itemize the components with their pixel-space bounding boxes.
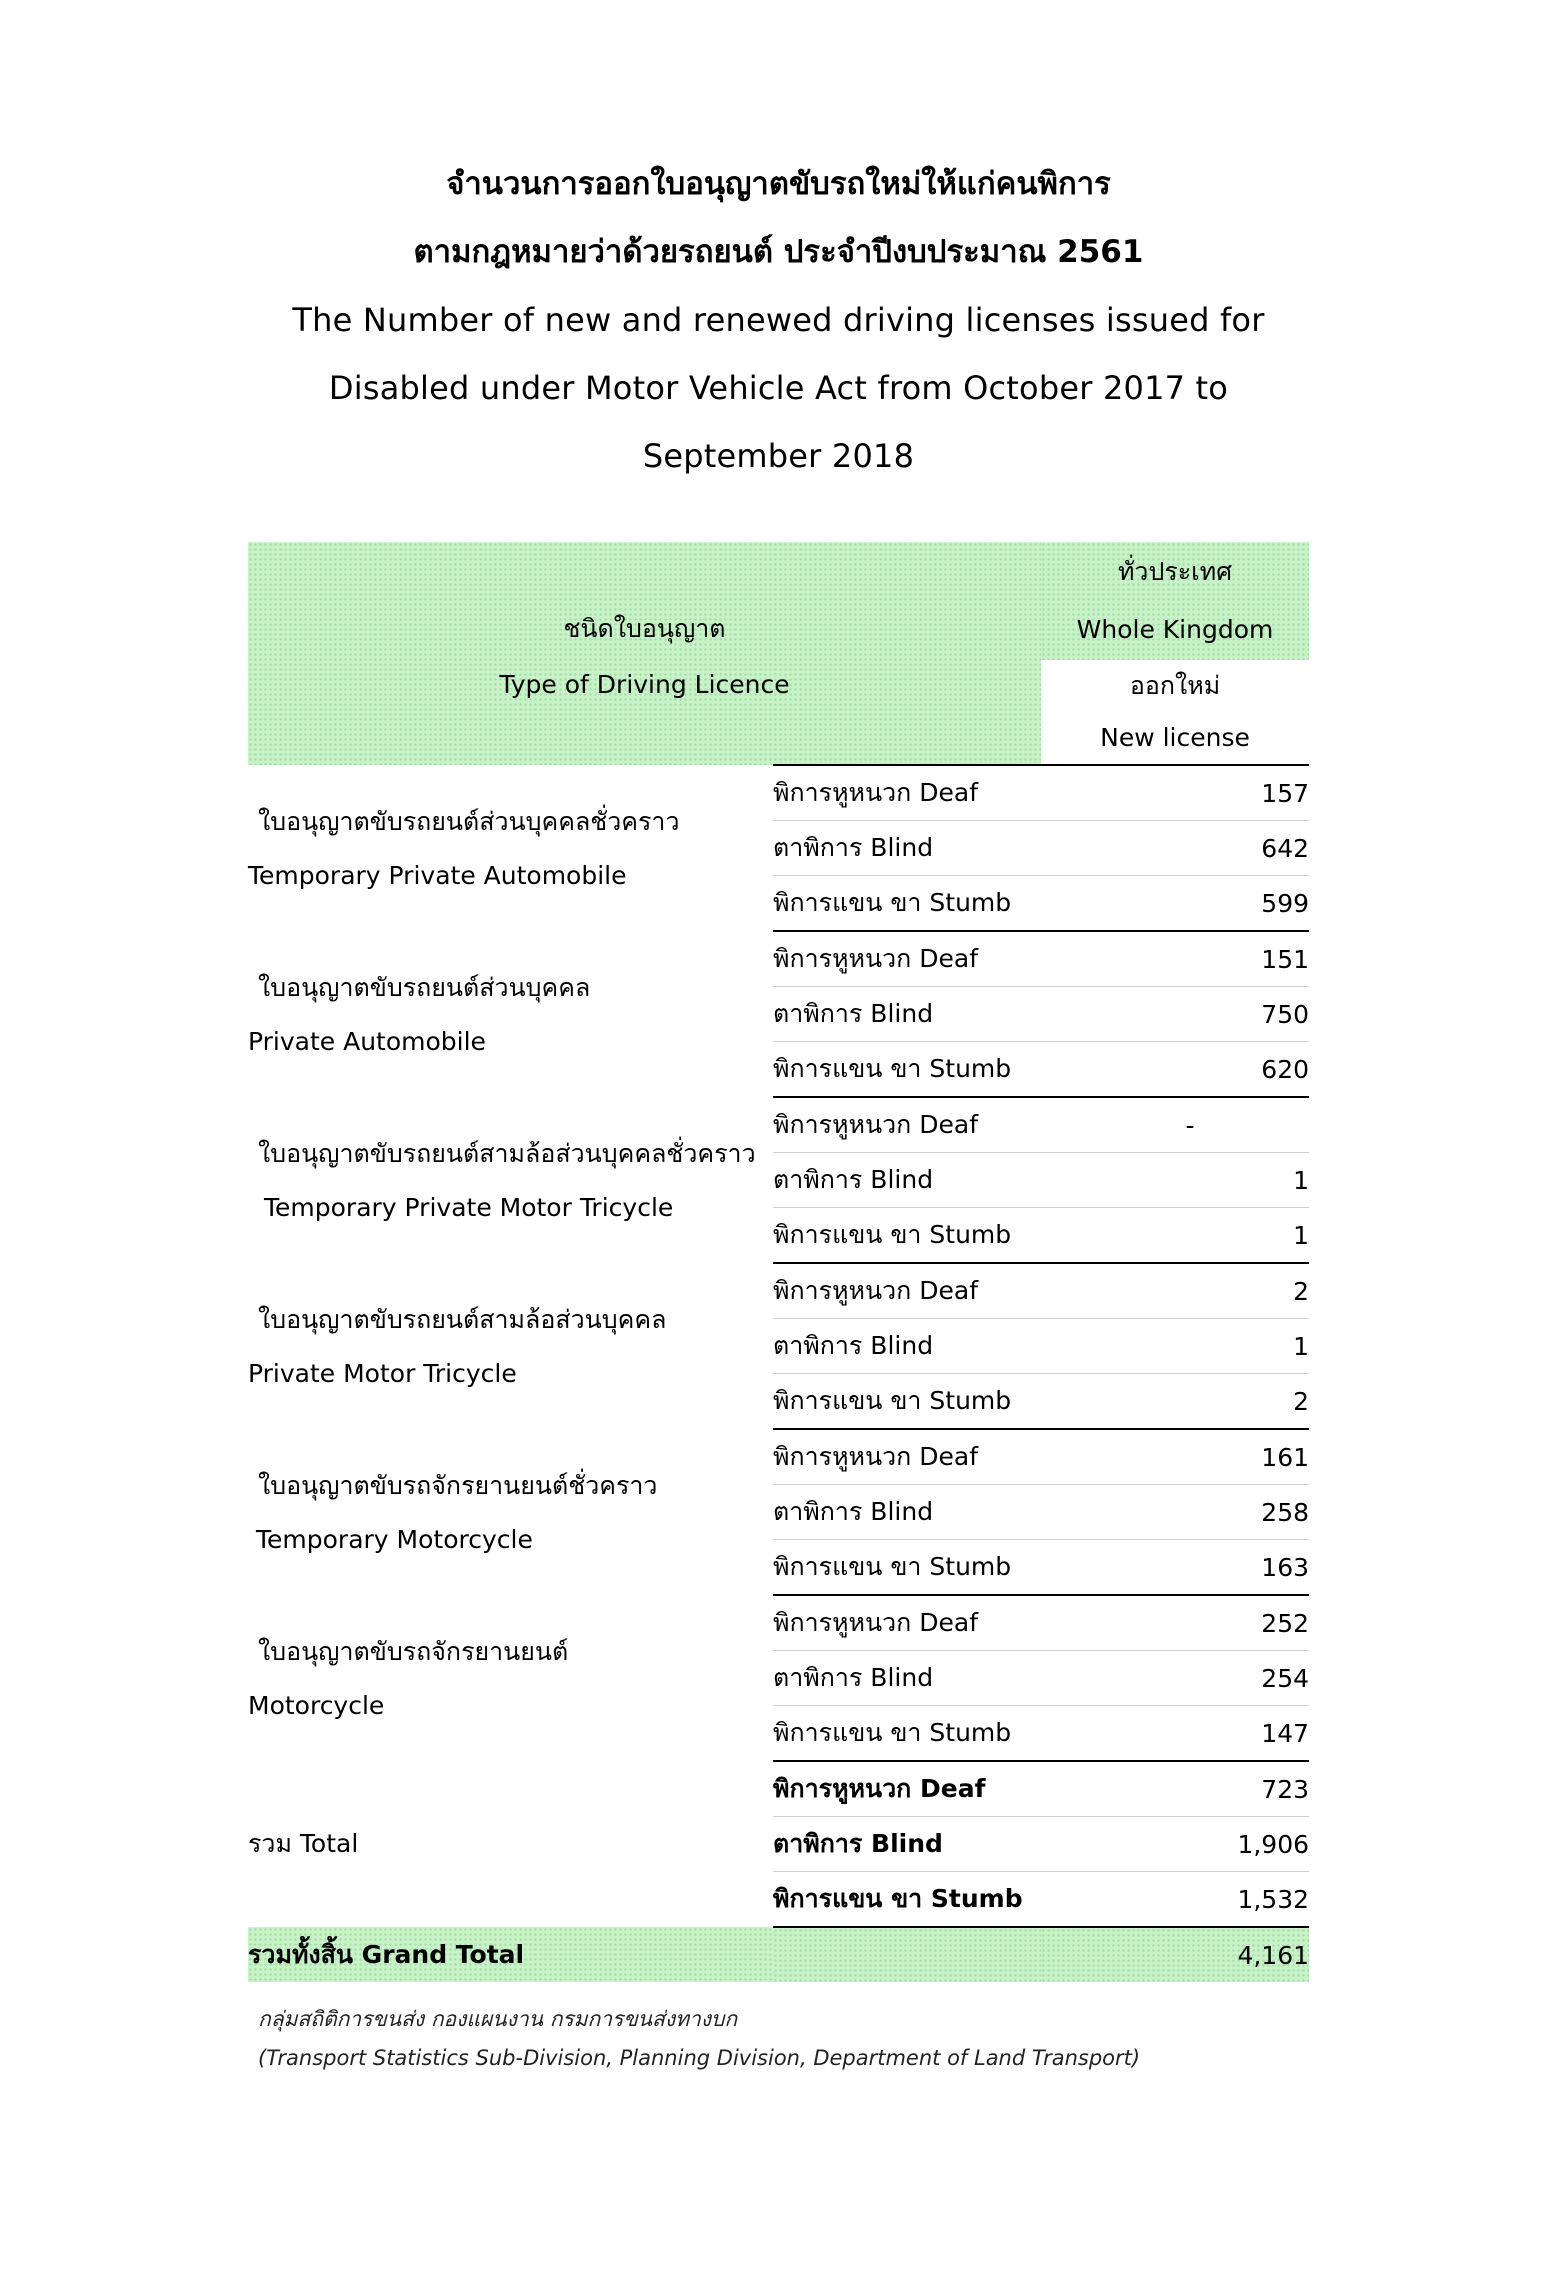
total-disability-label: พิการหูหนวก Deaf [773,1761,1041,1817]
disability-label: พิการแขน ขา Stumb [773,1540,1041,1596]
table-row [248,1097,1309,1153]
table-row [248,765,1309,821]
header-new-thai: ออกใหม่ [1129,671,1221,700]
grand-total-spacer [773,1927,1041,1982]
disability-label: พิการแขน ขา Stumb [773,1706,1041,1762]
licence-type-thai: ใบอนุญาตขับรถจักรยานยนต์ชั่วคราว [258,1471,658,1500]
licence-type-cell [248,1097,773,1263]
source-english: (Transport Statistics Sub-Division, Planning Division, Department of Land Transport) [258,2046,1141,2070]
license-count: 161 [1041,1429,1309,1485]
table-row [248,1263,1309,1319]
licence-type-english: Private Motor Tricycle [248,1359,517,1388]
license-count: - [1041,1097,1309,1153]
disability-label: พิการหูหนวก Deaf [773,1595,1041,1651]
source-thai: กลุ่มสถิติการขนส่ง กองแผนงาน กรมการขนส่งทางบก [258,2007,738,2031]
license-count: 151 [1041,931,1309,987]
license-table [248,542,1309,1982]
license-count: 2 [1041,1374,1309,1430]
header-kingdom-english: Whole Kingdom [1076,615,1274,644]
licence-type-thai: ใบอนุญาตขับรถยนต์สามล้อส่วนบุคคล [258,1305,667,1334]
license-count: 147 [1041,1706,1309,1762]
total-count: 1,532 [1041,1872,1309,1928]
license-count: 1 [1041,1319,1309,1374]
licence-type-english: Private Automobile [248,1027,486,1056]
disability-label: ตาพิการ Blind [773,821,1041,876]
total-disability-label: ตาพิการ Blind [773,1817,1041,1872]
licence-type-english: Temporary Motorcycle [256,1525,533,1554]
disability-label: ตาพิการ Blind [773,987,1041,1042]
licence-type-cell [248,1429,773,1595]
table-row [248,1429,1309,1485]
grand-total-label: รวมทั้งสิ้น Grand Total [248,1927,773,1982]
grand-total-value: 4,161 [1041,1927,1309,1982]
title-english-line-3: September 2018 [642,437,915,475]
license-count: 599 [1041,876,1309,932]
license-count: 1 [1041,1153,1309,1208]
licence-type-english: Motorcycle [248,1691,385,1720]
disability-label: พิการหูหนวก Deaf [773,1429,1041,1485]
disability-label: พิการหูหนวก Deaf [773,1097,1041,1153]
licence-type-cell [248,1263,773,1429]
licence-type-english: Temporary Private Automobile [248,861,627,890]
header-new-license [1041,660,1309,765]
header-whole-kingdom [1041,542,1309,660]
header-type-thai: ชนิดใบอนุญาต [563,614,726,643]
header-kingdom-thai: ทั่วประเทศ [1117,557,1233,586]
total-row [248,1761,1309,1817]
table-row [248,1595,1309,1651]
licence-type-thai: ใบอนุญาตขับรถยนต์ส่วนบุคคล [258,973,591,1002]
license-count: 254 [1041,1651,1309,1706]
total-label: รวม Total [248,1829,359,1858]
licence-type-thai: ใบอนุญาตขับรถยนต์ส่วนบุคคลชั่วคราว [258,807,680,836]
header-type-of-licence [248,542,1041,765]
disability-label: ตาพิการ Blind [773,1319,1041,1374]
licence-type-thai: ใบอนุญาตขับรถยนต์สามล้อส่วนบุคคลชั่วคราว [258,1139,756,1168]
disability-label: พิการแขน ขา Stumb [773,1208,1041,1264]
license-table-body [248,542,1309,1982]
table-row [248,931,1309,987]
disability-label: ตาพิการ Blind [773,1651,1041,1706]
total-count: 723 [1041,1761,1309,1817]
header-row-1 [248,542,1309,660]
disability-label: ตาพิการ Blind [773,1153,1041,1208]
title-english-line-2: Disabled under Motor Vehicle Act from October 2017 to [328,369,1229,407]
licence-type-cell [248,931,773,1097]
licence-type-cell [248,765,773,931]
disability-label: พิการหูหนวก Deaf [773,1263,1041,1319]
title-thai-line-1: จำนวนการออกใบอนุญาตขับรถใหม่ให้แก่คนพิการ [446,166,1111,202]
total-disability-label: พิการแขน ขา Stumb [773,1872,1041,1928]
licence-type-english: Temporary Private Motor Tricycle [264,1193,674,1222]
header-type-english: Type of Driving Licence [499,670,790,699]
license-count: 252 [1041,1595,1309,1651]
license-count: 750 [1041,987,1309,1042]
license-count: 642 [1041,821,1309,876]
title-thai-line-2: ตามกฎหมายว่าด้วยรถยนต์ ประจำปีงบประมาณ 2561 [413,234,1144,270]
license-count: 258 [1041,1485,1309,1540]
grand-total-row [248,1927,1309,1982]
total-count: 1,906 [1041,1817,1309,1872]
license-count: 163 [1041,1540,1309,1596]
disability-label: ตาพิการ Blind [773,1485,1041,1540]
licence-type-cell [248,1595,773,1761]
license-count: 620 [1041,1042,1309,1098]
license-count: 1 [1041,1208,1309,1264]
title-english-line-1: The Number of new and renewed driving licenses issued for [292,301,1265,339]
disability-label: พิการแขน ขา Stumb [773,1042,1041,1098]
disability-label: พิการหูหนวก Deaf [773,931,1041,987]
license-count: 2 [1041,1263,1309,1319]
page-title [0,150,1557,490]
licence-type-thai: ใบอนุญาตขับรถจักรยานยนต์ [258,1637,569,1666]
disability-label: พิการแขน ขา Stumb [773,876,1041,932]
disability-label: พิการหูหนวก Deaf [773,765,1041,821]
header-new-english: New license [1100,723,1250,752]
disability-label: พิการแขน ขา Stumb [773,1374,1041,1430]
license-count: 157 [1041,765,1309,821]
